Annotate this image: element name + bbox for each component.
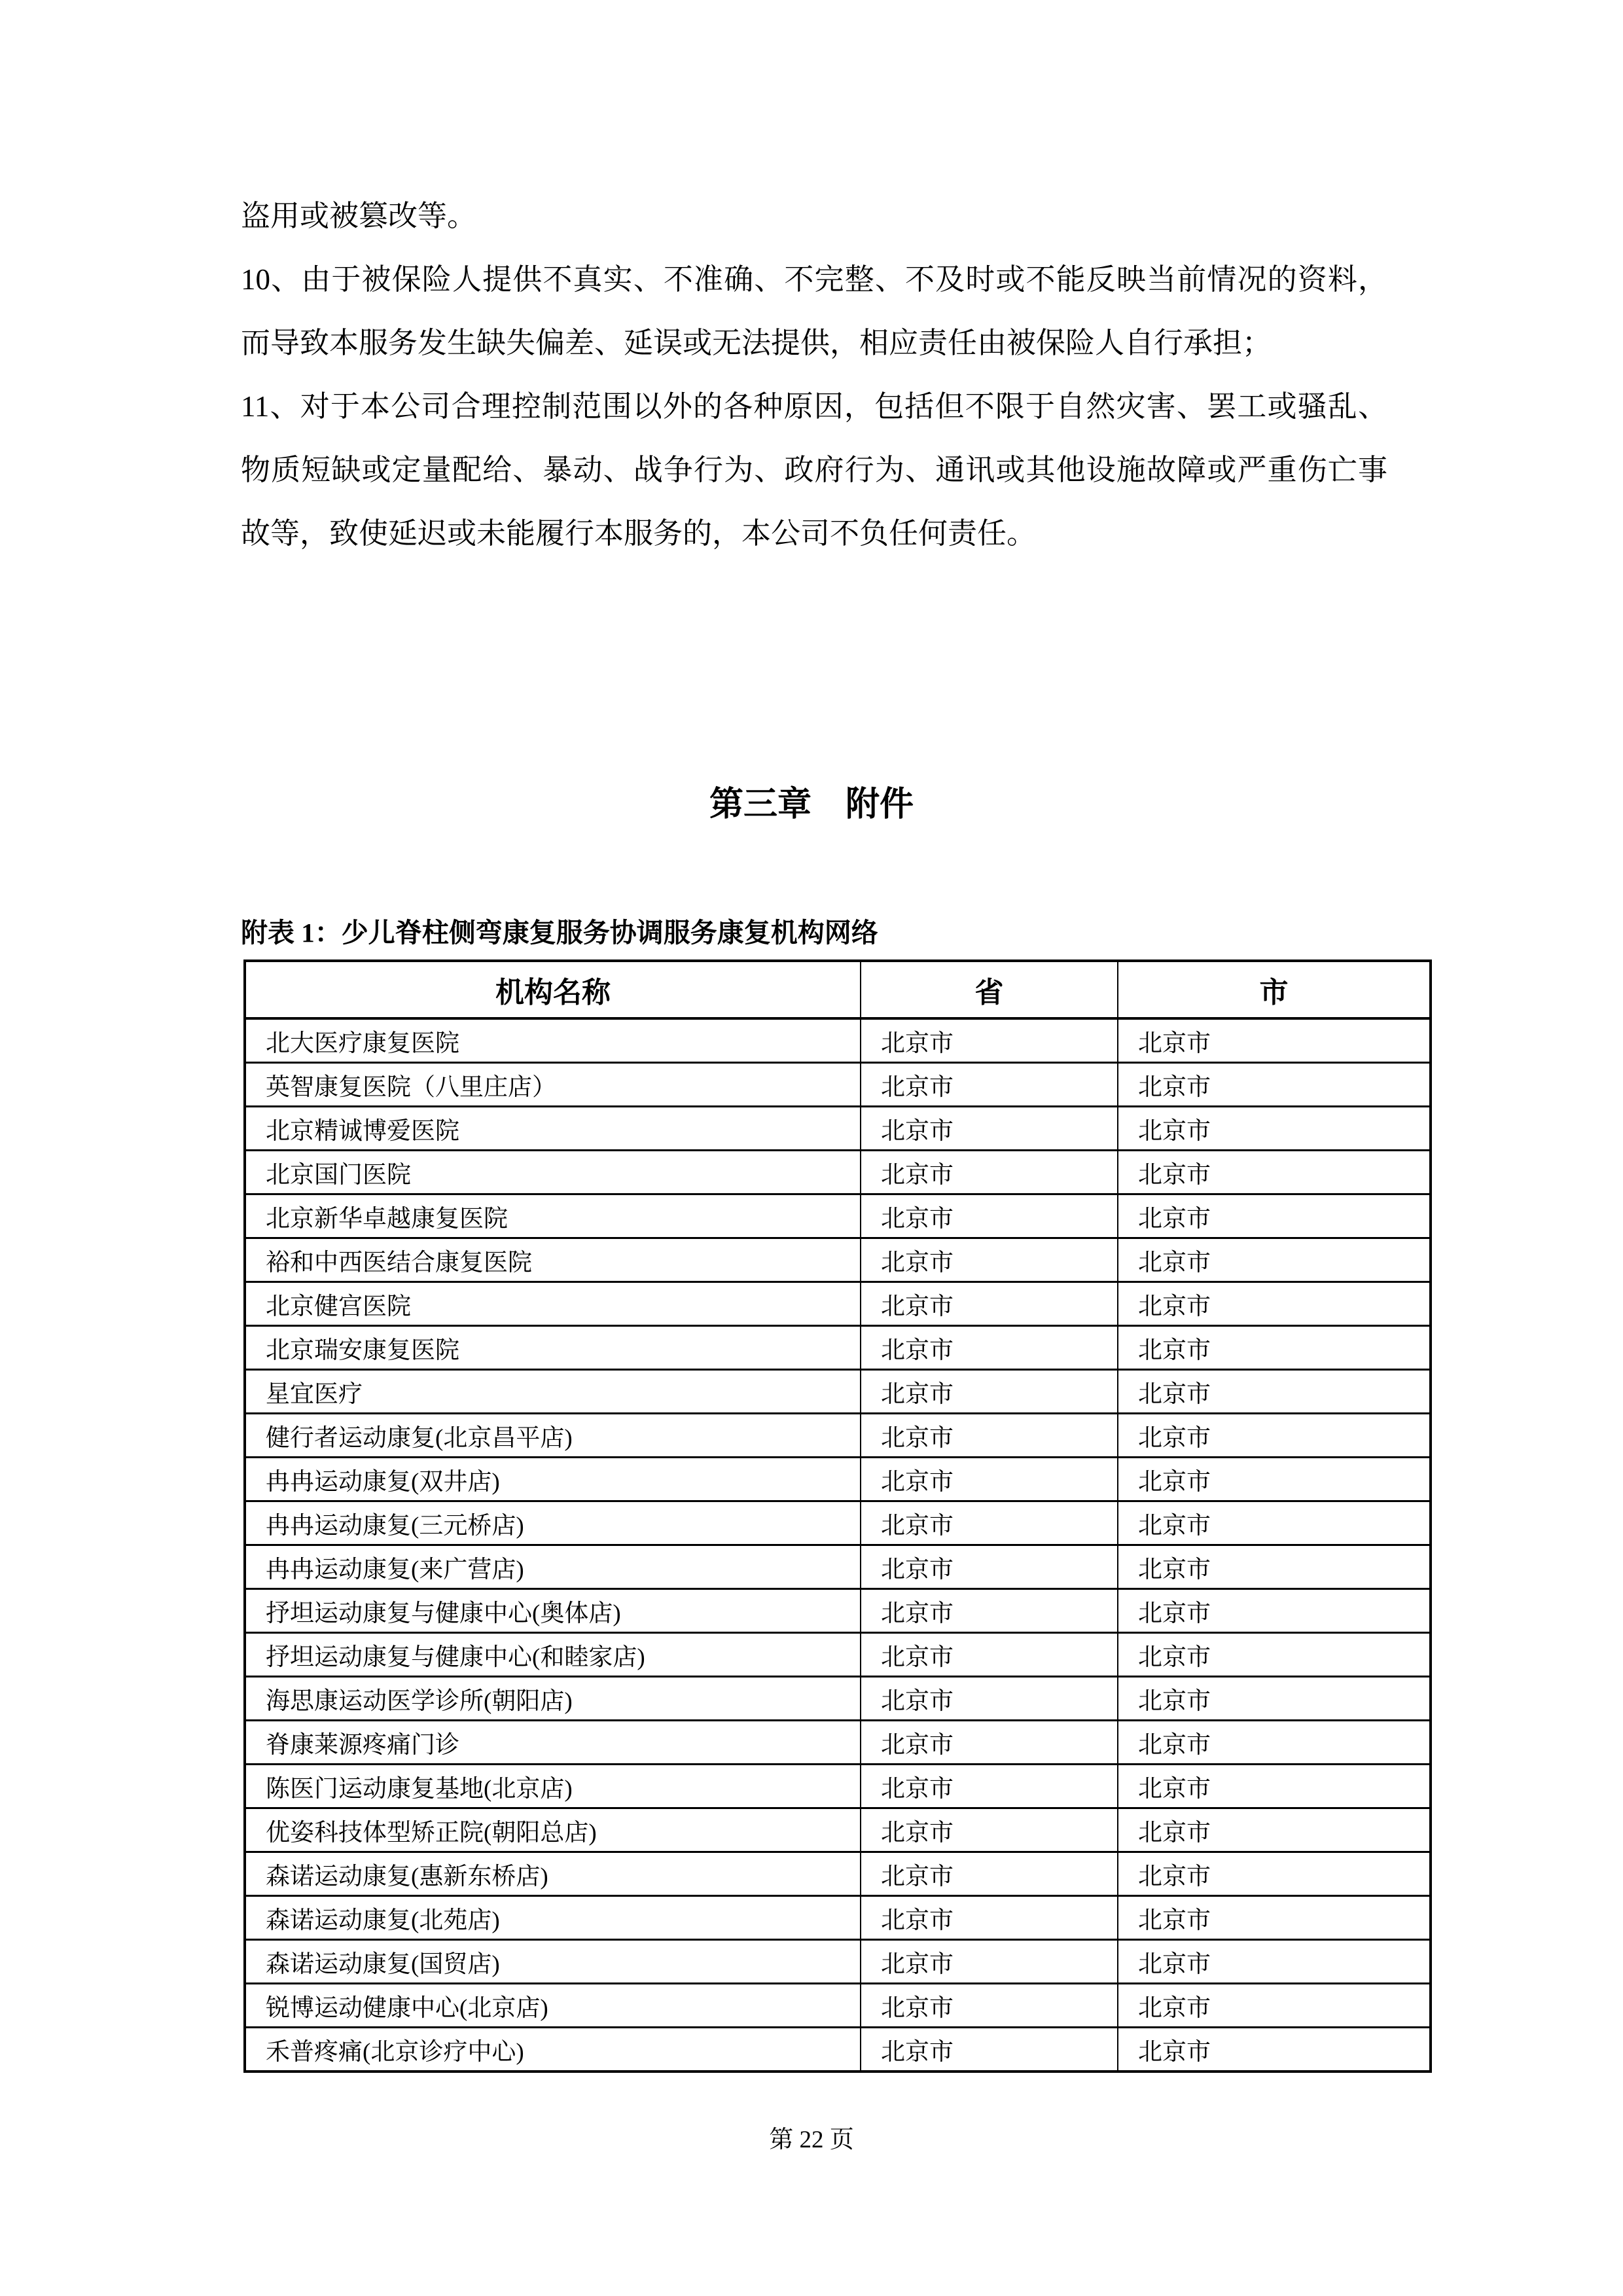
- institution-name-cell: 海思康运动医学诊所(朝阳店): [245, 1677, 861, 1721]
- page-number: 第 22 页: [769, 2126, 854, 2153]
- table-row: [245, 1107, 1431, 1151]
- table-row: [245, 1545, 1431, 1589]
- institution-name-cell: 冉冉运动康复(三元桥店): [245, 1501, 861, 1545]
- table-row: [245, 1940, 1431, 1984]
- city-cell: 北京市: [1118, 1808, 1431, 1852]
- table-row: [245, 1370, 1431, 1414]
- city-cell: 北京市: [1118, 1107, 1431, 1151]
- city-cell: 北京市: [1118, 1677, 1431, 1721]
- city-cell: 北京市: [1118, 1633, 1431, 1677]
- province-cell: 北京市: [861, 1589, 1118, 1633]
- institution-name-cell: 禾普疼痛(北京诊疗中心): [245, 2028, 861, 2072]
- province-cell: 北京市: [861, 1896, 1118, 1940]
- body-text: [241, 185, 1387, 565]
- province-cell: 北京市: [861, 1808, 1118, 1852]
- province-cell: 北京市: [861, 1721, 1118, 1765]
- province-cell: 北京市: [861, 1633, 1118, 1677]
- table-row: [245, 1282, 1431, 1326]
- city-cell: 北京市: [1118, 1414, 1431, 1458]
- province-cell: 北京市: [861, 1238, 1118, 1282]
- column-header-province: 省: [861, 961, 1118, 1018]
- institution-name-cell: 北大医疗康复医院: [245, 1018, 861, 1063]
- institution-name-cell: 冉冉运动康复(来广营店): [245, 1545, 861, 1589]
- city-cell: 北京市: [1118, 1194, 1431, 1238]
- province-cell: 北京市: [861, 1984, 1118, 2028]
- province-cell: 北京市: [861, 1940, 1118, 1984]
- city-cell: 北京市: [1118, 1458, 1431, 1501]
- province-cell: 北京市: [861, 1765, 1118, 1808]
- province-cell: 北京市: [861, 1677, 1118, 1721]
- institution-name-cell: 锐博运动健康中心(北京店): [245, 1984, 861, 2028]
- table-row: [245, 2028, 1431, 2072]
- city-cell: 北京市: [1118, 1721, 1431, 1765]
- city-cell: 北京市: [1118, 1545, 1431, 1589]
- province-cell: 北京市: [861, 1282, 1118, 1326]
- province-cell: 北京市: [861, 1501, 1118, 1545]
- table-row: [245, 1151, 1431, 1194]
- institution-name-cell: 冉冉运动康复(双井店): [245, 1458, 861, 1501]
- city-cell: 北京市: [1118, 1282, 1431, 1326]
- table-row: [245, 1063, 1431, 1107]
- institution-network-table: [243, 960, 1432, 2073]
- table-row: [245, 1194, 1431, 1238]
- city-cell: 北京市: [1118, 1151, 1431, 1194]
- institution-name-cell: 优姿科技体型矫正院(朝阳总店): [245, 1808, 861, 1852]
- institution-name-cell: 脊康莱源疼痛门诊: [245, 1721, 861, 1765]
- city-cell: 北京市: [1118, 2028, 1431, 2072]
- table-row: [245, 1018, 1431, 1063]
- city-cell: 北京市: [1118, 1896, 1431, 1940]
- table-header-row: [245, 961, 1431, 1018]
- province-cell: 北京市: [861, 1545, 1118, 1589]
- province-cell: 北京市: [861, 1326, 1118, 1370]
- table-row: [245, 1633, 1431, 1677]
- chapter-title: 第三章 附件: [709, 786, 914, 823]
- paragraph-tail: 盗用或被篡改等。: [241, 200, 477, 232]
- province-cell: 北京市: [861, 1018, 1118, 1063]
- province-cell: 北京市: [861, 1194, 1118, 1238]
- province-cell: 北京市: [861, 1458, 1118, 1501]
- table-row: [245, 1984, 1431, 2028]
- table-caption: 附表 1：少儿脊柱侧弯康复服务协调服务康复机构网络: [241, 918, 878, 948]
- institution-name-cell: 森诺运动康复(惠新东桥店): [245, 1852, 861, 1896]
- institution-name-cell: 抒坦运动康复与健康中心(奥体店): [245, 1589, 861, 1633]
- institution-name-cell: 森诺运动康复(国贸店): [245, 1940, 861, 1984]
- city-cell: 北京市: [1118, 1370, 1431, 1414]
- province-cell: 北京市: [861, 1852, 1118, 1896]
- table-row: [245, 1896, 1431, 1940]
- column-header-institution-name: 机构名称: [245, 961, 861, 1018]
- table-row: [245, 1501, 1431, 1545]
- table-row: [245, 1458, 1431, 1501]
- table-row: [245, 1721, 1431, 1765]
- institution-name-cell: 裕和中西医结合康复医院: [245, 1238, 861, 1282]
- table-row: [245, 1677, 1431, 1721]
- city-cell: 北京市: [1118, 1852, 1431, 1896]
- institution-name-cell: 北京瑞安康复医院: [245, 1326, 861, 1370]
- province-cell: 北京市: [861, 2028, 1118, 2072]
- province-cell: 北京市: [861, 1370, 1118, 1414]
- institution-name-cell: 陈医门运动康复基地(北京店): [245, 1765, 861, 1808]
- province-cell: 北京市: [861, 1107, 1118, 1151]
- institution-name-cell: 健行者运动康复(北京昌平店): [245, 1414, 861, 1458]
- table-row: [245, 1326, 1431, 1370]
- city-cell: 北京市: [1118, 1501, 1431, 1545]
- institution-name-cell: 森诺运动康复(北苑店): [245, 1896, 861, 1940]
- column-header-city: 市: [1118, 961, 1431, 1018]
- table-row: [245, 1238, 1431, 1282]
- city-cell: 北京市: [1118, 1018, 1431, 1063]
- table-row: [245, 1414, 1431, 1458]
- city-cell: 北京市: [1118, 1984, 1431, 2028]
- paragraph-item-10: 10、由于被保险人提供不真实、不准确、不完整、不及时或不能反映当前情况的资料，而导致本服务发生缺失偏差、延误或无法提供，相应责任由被保险人自行承担；: [241, 263, 1387, 359]
- table-row: [245, 1808, 1431, 1852]
- table-body: [245, 1018, 1431, 2072]
- province-cell: 北京市: [861, 1414, 1118, 1458]
- institution-name-cell: 北京国门医院: [245, 1151, 861, 1194]
- city-cell: 北京市: [1118, 1326, 1431, 1370]
- province-cell: 北京市: [861, 1063, 1118, 1107]
- city-cell: 北京市: [1118, 1063, 1431, 1107]
- institution-name-cell: 北京健宫医院: [245, 1282, 861, 1326]
- institution-name-cell: 英智康复医院（八里庄店）: [245, 1063, 861, 1107]
- city-cell: 北京市: [1118, 1238, 1431, 1282]
- city-cell: 北京市: [1118, 1940, 1431, 1984]
- institution-name-cell: 抒坦运动康复与健康中心(和睦家店): [245, 1633, 861, 1677]
- table-row: [245, 1765, 1431, 1808]
- institution-name-cell: 北京精诚博爱医院: [245, 1107, 861, 1151]
- city-cell: 北京市: [1118, 1589, 1431, 1633]
- table-row: [245, 1589, 1431, 1633]
- institution-name-cell: 北京新华卓越康复医院: [245, 1194, 861, 1238]
- province-cell: 北京市: [861, 1151, 1118, 1194]
- paragraph-item-11: 11、对于本公司合理控制范围以外的各种原因，包括但不限于自然灾害、罢工或骚乱、物质短缺或定量配给、暴动、战争行为、政府行为、通讯或其他设施故障或严重伤亡事故等，致使延迟或未能履行本服务的，本公司不负任何责任。: [241, 390, 1387, 550]
- institution-name-cell: 星宜医疗: [245, 1370, 861, 1414]
- city-cell: 北京市: [1118, 1765, 1431, 1808]
- table-row: [245, 1852, 1431, 1896]
